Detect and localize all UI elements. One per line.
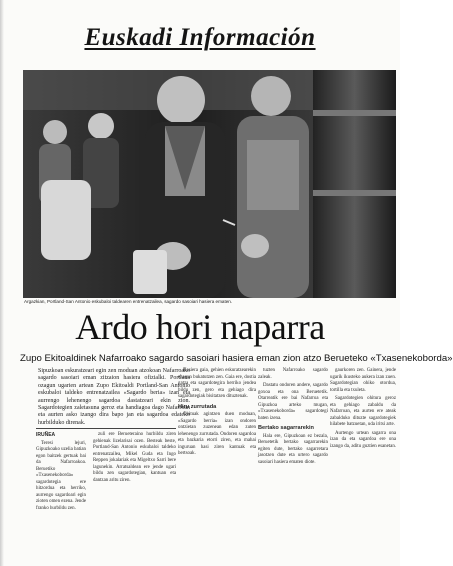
article-column-5 <box>330 368 396 544</box>
article-column-1 <box>36 432 86 544</box>
column-5-paragraph-1: gaurkoren zen. Gainera, jende ugarik ikusteko aukera izan zuen. Sagardotegian ohiko otordua, tortilla eta txuleta. <box>330 368 396 393</box>
masthead <box>0 24 400 52</box>
article-byline: IRUÑEA <box>36 432 56 438</box>
column-4-intertitle: Bertako sagarrarekin <box>258 425 314 431</box>
photo-caption: Argazkian, Portland-San Antonio eskubaloi taldearen entrenatzailea, sagardo sasoiari hasiera ematen. <box>24 299 233 304</box>
article-subhead: Zupo Ekitoaldinek Nafarroako sagardo sasoiari hasiera eman zion atzo Berueteko «Txasenekoborda» <box>20 353 453 364</box>
column-3-intertitle: Hiru zurrutada <box>178 403 217 410</box>
column-3-paragraph-2: Ohituak agintzen duen moduan, «Sagardo berria» izan ondoren ontzietan zuzenean edan zuten lehenengo zurrutada. Ondoren sagardoa eta bazkaria etorri ziren, eta mahai inguruan hasi ziren kantuak eta bertsoak. <box>178 412 256 456</box>
article-lede: Sipuzkoan eskuratzeari egin zen moduan atzokoan Nafarroako sagardo sasoiari eman zitzaion hasiera ofizialki. Portlana ozagun ugarien artean Zupo Ekitoaldi Portland-San Antonio eskubaloi taldeko entrenatzailea «Sagardo beria» izan eta aurrengo lehenengo sagardoa dastatzeari ekin zion. Sagardotegien zaletasuna geroz eta handiagoa dago Nafarroan eta aurten asko izango dira bapo jan eta sagardoa edateko hurbilduko direnak. <box>38 368 190 426</box>
column-4-paragraph-2: Dastatu ondoren andere, sagardo goxoa eta ona Beruetetik. Otarreatik ere bai Nafarroa eta Gipuzkoa arteko mugan, «Txasenekoborda» sagardotegi baten izena. <box>258 383 328 421</box>
column-3-paragraph-1: Hasiera gaia, gehien eskuratzearekin ezagun bukatutzen zen. Gaia ere, dostia gatza eta sagardotegira herriko jendea bildu zen, gero eta gehiago dira sagardotegiak bisitatzen dituztenak. <box>178 368 256 399</box>
column-4-paragraph-3: Hala ere, Gipuzkoan ez bezala, Beruetetik bertako sagarrarekin egiten dute, bertako sagarretara jasotzen dute eta urtero sagardo sasoiari hasiera ematen diote. <box>258 433 328 465</box>
news-photo <box>23 70 396 298</box>
column-1-paragraph: Teresi lejuri, Gipuzkoako uzelia batian egon baitzek gertuak bai da Nafarroakoa. Beruetiko «Txasenekoborda» sagardotegia ere hitzordua eta herriko, aurrengo sagardoari egin zioten omen ezena. Jende franko hurbildu zen. <box>36 440 86 511</box>
article-headline: Ardo hori naparra <box>75 307 325 347</box>
column-2-paragraph: zuli ere Berueteraino hurbildu ziren gehienak lizelarisai ozen. Besteak beste, Portland-San Antonio eskubaloi taldeko entrenatzailea, Mikel Guda eta Ingo Reppen jokalariak eta Migeltxo Sarri bere lagunekin. Arratsaldean ere jende ugari bildu zen sagardotegian, kantuan eta dantzan aritu ziren. <box>93 432 176 483</box>
photo-illustration <box>23 70 396 298</box>
column-5-paragraph-3: Aurtengo urtean sagarra ona izan da eta sagardoa ere ona izango da, aditu guztien esanetan. <box>330 430 396 449</box>
article-column-2 <box>93 432 176 544</box>
article-column-4 <box>258 368 328 544</box>
column-5-paragraph-2: Sagardotegien ohitura geroz eta gehiago zabaldu da Nafarroan, eta aurten ere ateak zabalduko dituzte sagardotegiek hilabete batzuetan, uda iritsi arte. <box>330 396 396 427</box>
column-4-paragraph-1: tuzten Nafarroako sagardo zaleak. <box>258 368 328 380</box>
page-fold-shadow <box>0 0 4 566</box>
article-column-3 <box>178 368 256 544</box>
masthead-title: Euskadi Información <box>84 24 316 51</box>
lede-divider <box>36 428 176 429</box>
